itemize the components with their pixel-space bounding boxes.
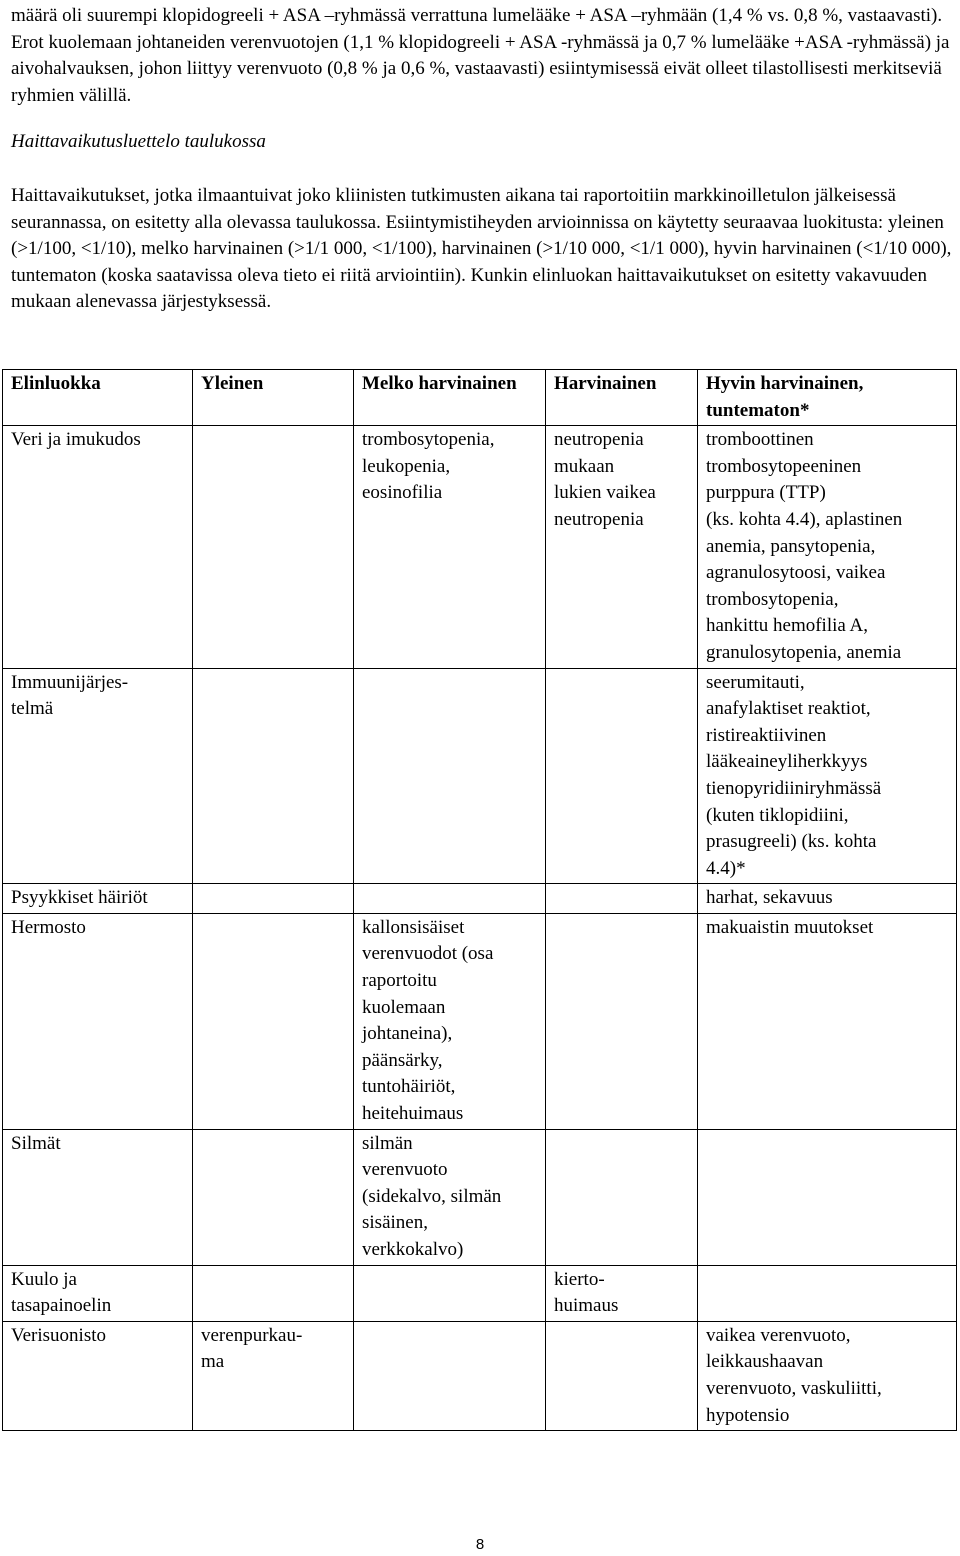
table-cell	[193, 426, 354, 668]
table-cell	[193, 1129, 354, 1265]
header-cell-yleinen: Yleinen	[193, 370, 354, 426]
table-cell: Kuulo ja tasapainoelin	[3, 1265, 193, 1321]
table-cell	[698, 1129, 957, 1265]
table-cell: kallonsisäiset verenvuodot (osa raportoitu kuolemaan johtaneina), päänsärky, tuntohäiriöt, heitehuimaus	[354, 913, 546, 1129]
table-cell	[354, 1321, 546, 1430]
header-cell-harvinainen: Harvinainen	[546, 370, 698, 426]
table-row	[3, 913, 957, 1129]
table-cell: Silmät	[3, 1129, 193, 1265]
table-cell: vaikea verenvuoto, leikkaushaavan verenvuoto, vaskuliitti, hypotensio	[698, 1321, 957, 1430]
table-cell	[354, 1265, 546, 1321]
table-cell	[546, 913, 698, 1129]
table-cell	[546, 884, 698, 914]
table-row	[3, 1129, 957, 1265]
page-number: 8	[475, 1536, 485, 1553]
table-cell: Veri ja imukudos	[3, 426, 193, 668]
table-row	[3, 1265, 957, 1321]
table-cell	[193, 668, 354, 884]
table-cell	[546, 668, 698, 884]
table-header-row	[3, 370, 957, 426]
table-cell: neutropenia mukaan lukien vaikea neutropenia	[546, 426, 698, 668]
table-cell: silmän verenvuoto (sidekalvo, silmän sisäinen, verkkokalvo)	[354, 1129, 546, 1265]
table-cell: Verisuonisto	[3, 1321, 193, 1430]
adverse-effects-table	[2, 369, 957, 1431]
table-row	[3, 426, 957, 668]
table-cell: makuaistin muutokset	[698, 913, 957, 1129]
section-body-paragraph: Haittavaikutukset, jotka ilmaantuivat joko kliinisten tutkimusten aikana tai raportoitiin markkinoilletulon jälkeisessä seurannassa, on esitetty alla olevassa taulukossa. Esiintymistiheyden arvioinnissa on käytetty seuraavaa luokitusta: yleinen (>1/100, <1/10), melko harvinainen (>1/1 000, <1/100), harvinainen (>1/10 000, <1/1 000), hyvin harvinainen (<1/10 000), tuntematon (koska saatavissa oleva tieto ei riitä arviointiin). Kunkin elinluokan haittavaikutukset on esitetty vakavuuden mukaan alenevassa järjestyksessä.	[11, 185, 952, 313]
table-cell: Immuunijärjes- telmä	[3, 668, 193, 884]
header-cell-hyvin-harvinainen: Hyvin harvinainen, tuntematon*	[698, 370, 957, 426]
table-cell	[546, 1129, 698, 1265]
table-cell: trombosytopenia, leukopenia, eosinofilia	[354, 426, 546, 668]
table-cell: tromboottinen trombosytopeeninen purppura (TTP) (ks. kohta 4.4), aplastinen anemia, pansytopenia, agranulosytoosi, vaikea trombosytopenia, hankittu hemofilia A, granulosytopenia, anemia	[698, 426, 957, 668]
table-row	[3, 668, 957, 884]
section-heading: Haittavaikutusluettelo taulukossa	[11, 131, 266, 152]
table-cell: harhat, sekavuus	[698, 884, 957, 914]
header-cell-elinluokka: Elinluokka	[3, 370, 193, 426]
table-cell: Hermosto	[3, 913, 193, 1129]
intro-paragraph: määrä oli suurempi klopidogreeli + ASA –ryhmässä verrattuna lumelääke + ASA –ryhmään (1,4 % vs. 0,8 %, vastaavasti). Erot kuolemaan johtaneiden verenvuotojen (1,1 % klopidogreeli + ASA -ryhmässä ja 0,7 % lumelääke +ASA -ryhmässä) ja aivohalvauksen, johon liittyy verenvuoto (0,8 % ja 0,6 %, vastaavasti) esiintymisessä eivät olleet tilastollisesti merkitseviä ryhmien välillä.	[11, 5, 950, 106]
table-cell: Psyykkiset häiriöt	[3, 884, 193, 914]
table-cell	[546, 1321, 698, 1430]
table-cell	[193, 884, 354, 914]
table-cell: seerumitauti, anafylaktiset reaktiot, ristireaktiivinen lääkeaineyliherkkyys tienopyridiiniryhmässä (kuten tiklopidiini, prasugreeli) (ks. kohta 4.4)*	[698, 668, 957, 884]
table-cell	[193, 1265, 354, 1321]
table-cell	[354, 668, 546, 884]
table-cell	[193, 913, 354, 1129]
table-cell: kierto- huimaus	[546, 1265, 698, 1321]
table-row	[3, 1321, 957, 1430]
table-row	[3, 884, 957, 914]
table-cell: verenpurkau- ma	[193, 1321, 354, 1430]
table-cell	[698, 1265, 957, 1321]
table-cell	[354, 884, 546, 914]
header-cell-melko-harvinainen: Melko harvinainen	[354, 370, 546, 426]
